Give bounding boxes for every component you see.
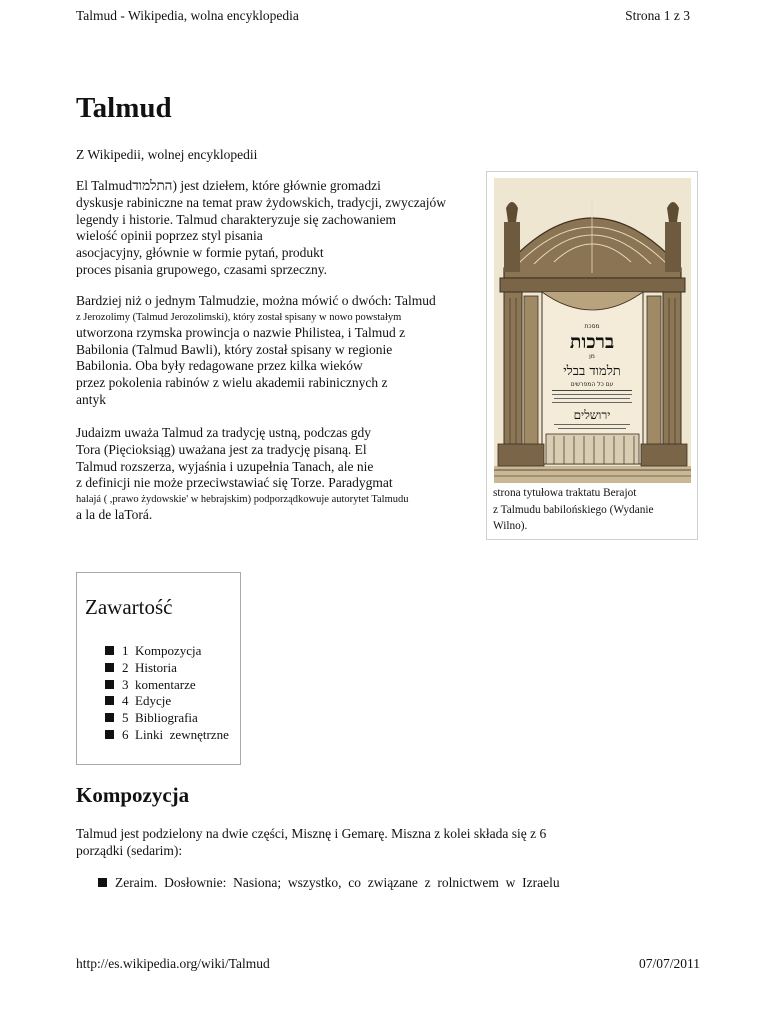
image-text-line2: תלמוד בבלי xyxy=(563,364,621,379)
print-header-page: Strona 1 z 3 xyxy=(625,8,690,23)
title-page-image xyxy=(494,178,691,483)
text-line: Bardziej niż o jednym Talmudzie, można mówić o dwóch: Talmud xyxy=(76,293,436,308)
bullet-icon xyxy=(105,680,114,689)
toc-item-komentarze[interactable]: 3 komentarze xyxy=(105,677,229,694)
text-line: antyk xyxy=(76,391,106,407)
bullet-icon xyxy=(105,663,114,672)
text-line: legendy i historie. Talmud charakteryzuje się zachowaniem xyxy=(76,211,397,227)
print-footer-date: 07/07/2011 xyxy=(638,956,700,971)
page-subtitle: Z Wikipedii, wolnej encyklopedii xyxy=(76,147,258,162)
text-line: wielość opinii poprzez styl pisania xyxy=(76,228,263,244)
toc-item-bibliografia[interactable]: 5 Bibliografia xyxy=(105,710,229,727)
text-line: Judaizm uważa Talmud za tradycję ustną, podczas gdy xyxy=(76,425,371,440)
caption-line: z Talmudu babilońskiego (Wydanie xyxy=(493,503,654,516)
section-paragraph xyxy=(76,826,546,860)
caption-line: strona tytułowa traktatu Berajot xyxy=(493,487,637,499)
text-line: z Jerozolimy (Talmud Jerozolimski), który został spisany w nowo powstałym xyxy=(76,311,402,323)
bullet-icon xyxy=(105,696,114,705)
text-line: proces pisania grupowego, czasami sprzeczny. xyxy=(76,261,328,277)
text-line: El Talmudהתלמוד) jest dziełem, które głównie gromadzi xyxy=(76,178,381,193)
image-text-main: ברכות xyxy=(569,331,615,353)
image-text-connector: מן xyxy=(589,353,595,360)
text-line: Babilonia. Oba były redagowane przez kilka wieków xyxy=(76,358,363,374)
bullet-icon xyxy=(105,713,114,722)
text-line: asocjacyjny, głównie w formie pytań, produkt xyxy=(76,245,324,261)
text-line: a la de laTorá. xyxy=(76,507,153,523)
intro-paragraph xyxy=(76,178,446,279)
third-paragraph xyxy=(76,425,409,524)
title-page-figure xyxy=(486,171,698,540)
toc-item-kompozycja[interactable]: 1 Kompozycja xyxy=(105,643,229,660)
print-footer-url: http://es.wikipedia.org/wiki/Talmud xyxy=(76,956,270,971)
toc-item-linki[interactable]: 6 Linki zewnętrzne xyxy=(105,727,229,744)
image-text-city: ירושלים xyxy=(573,408,611,422)
text-line: halajá ( ,prawo żydowskie' w hebrajskim) podporządkowuje autorytet Talmudu xyxy=(76,494,409,506)
section-heading-kompozycja: Kompozycja xyxy=(76,783,190,807)
toc-title: Zawartość xyxy=(85,595,173,619)
text-line: porządki (sedarim): xyxy=(76,842,183,858)
text-line: Talmud jest podzielony na dwie części, Misznę i Gemarę. Miszna z kolei składa się z 6 xyxy=(76,826,547,841)
figure-caption xyxy=(493,485,654,535)
list-item-text: Zeraim. Dosłownie: Nasiona; wszystko, co związane z rolnictwem w Izraelu xyxy=(115,875,560,890)
text-line: z definicji nie może przeciwstawiać się Torze. Paradygmat xyxy=(76,475,393,491)
image-text-line3: עם כל המפרשים xyxy=(570,381,614,388)
toc-item-historia[interactable]: 2 Historia xyxy=(105,660,229,677)
bullet-icon xyxy=(105,646,114,655)
toc-list xyxy=(105,643,229,744)
text-line: Talmud rozszerza, wyjaśnia i uzupełnia Tanach, ale nie xyxy=(76,458,374,474)
list-item xyxy=(98,875,560,892)
table-of-contents xyxy=(76,572,241,765)
caption-line: Wilno). xyxy=(493,520,528,532)
bullet-icon xyxy=(98,878,107,887)
print-header-title: Talmud - Wikipedia, wolna encyklopedia xyxy=(76,8,299,23)
image-text-top: מסכת xyxy=(584,323,600,330)
bullet-icon xyxy=(105,730,114,739)
toc-item-edycje[interactable]: 4 Edycje xyxy=(105,693,229,710)
second-paragraph xyxy=(76,293,436,409)
text-line: Babilonia (Talmud Bawli), który został spisany w regionie xyxy=(76,341,393,357)
text-line: Tora (Pięcioksiąg) uważana jest za tradycję pisaną. El xyxy=(76,441,367,457)
text-line: przez pokolenia rabinów z wielu akademii rabinicznych z xyxy=(76,375,388,391)
text-line: dyskusje rabiniczne na temat praw żydowskich, tradycji, zwyczajów xyxy=(76,194,446,210)
page-title: Talmud xyxy=(76,92,172,124)
text-line: utworzona rzymska prowincja o nazwie Philistea, i Talmud z xyxy=(76,324,406,340)
